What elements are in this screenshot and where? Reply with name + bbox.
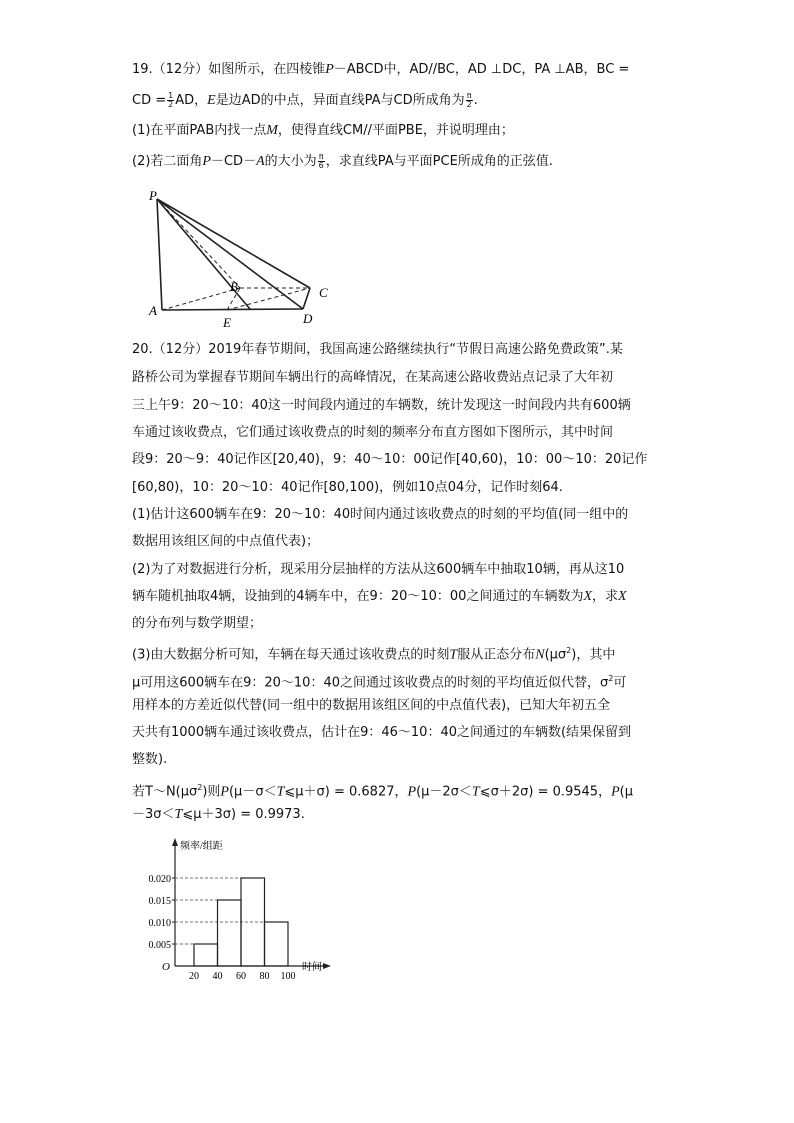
- q19-line-1: 19.（12分）如图所示，在四棱锥P－ABCD中，AD//BC，AD ⊥DC，PA ⊥AB，BC =: [132, 62, 630, 77]
- q20-line-2: 路桥公司为掌握春节期间车辆出行的高峰情况，在某高速公路收费站点记录了大年初: [132, 370, 614, 385]
- q20-line-6: [60,80)，10：20～10：40记作[80,100)，例如10点04分，记作时刻64.: [132, 480, 563, 495]
- histogram-bar-20-40: [194, 944, 218, 966]
- q20-sub3-line-2: μ可用这600辆车在9：20～10：40之间通过该收费点的时刻的平均值近似代替，$\sigma^2$可: [132, 674, 627, 691]
- q20-sub3-line-1: (3)由大数据分析可知，车辆在每天通过该收费点的时刻T服从正态分布$N(\mu\sigma^2)$，其中: [132, 646, 616, 663]
- pyramid-figure: [140, 185, 350, 335]
- q20-line-4: 车通过该收费点，它们通过该收费点的时刻的频率分布直方图如下图所示，其中时间: [132, 425, 614, 440]
- q20-sub1-line-1: (1)估计这600辆车在9：20～10：40时间内通过该收费点的时刻的平均值(同一组中的: [132, 507, 629, 522]
- q20-sub2-line-1: (2)为了对数据进行分析，现采用分层抽样的方法从这600辆车中抽取10辆，再从这10: [132, 562, 625, 577]
- x-axis-label: 时间: [302, 962, 322, 973]
- y-axis-label: 频率/组距: [180, 841, 223, 852]
- q20-formula-line-2: －3σ＜T⩽μ＋3σ) = 0.9973.: [132, 807, 305, 822]
- label-B: B: [230, 279, 238, 294]
- x-axis-arrow: [323, 963, 331, 969]
- q19-part-2: (2)若二面角P－CD－A的大小为 $\frac{\pi}{6}$ ，求直线PA与平面PCE所成角的正弦值.: [132, 152, 553, 170]
- y-tick-label-0.015: 0.015: [148, 896, 171, 907]
- fraction-pi-over-6: $\frac{\pi}{6}$: [318, 152, 324, 170]
- q20-sub3-line-4: 天共有1000辆车通过该收费点，估计在9：46～10：40之间通过的车辆数(结果保留到: [132, 725, 632, 740]
- q20-line-5: 段9：20～9：40记作区[20,40)，9：40～10：00记作[40,60)，10：00～10：20记作: [132, 452, 648, 467]
- fraction-half: $\frac{1}{2}$: [168, 91, 174, 109]
- frequency-histogram: [134, 834, 340, 984]
- y-tick-label-0.005: 0.005: [148, 940, 171, 951]
- origin-label: O: [162, 961, 170, 973]
- q20-sub2-line-3: 的分布列与数学期望；: [132, 616, 263, 631]
- label-P: P: [149, 188, 157, 203]
- x-tick-label-100: 100: [280, 971, 296, 982]
- q20-line-1: 20.（12分）2019年春节期间，我国高速公路继续执行“节假日高速公路免费政策”.某: [132, 342, 623, 357]
- q20-sub3-line-5: 整数).: [132, 752, 168, 767]
- label-E: E: [223, 315, 231, 330]
- q20-sub3-line-3: 用样本的方差近似代替(同一组中的数据用该组区间的中点值代表)，已知大年初五全: [132, 698, 611, 713]
- y-axis-arrow: [172, 838, 178, 846]
- histogram-bar-40-60: [218, 900, 242, 966]
- label-D: D: [303, 311, 313, 326]
- x-tick-label-60: 60: [236, 971, 246, 982]
- x-tick-label-40: 40: [212, 971, 223, 982]
- label-C: C: [319, 285, 328, 300]
- label-A: A: [149, 303, 157, 318]
- q20-sub1-line-2: 数据用该组区间的中点值代表)；: [132, 534, 320, 549]
- x-tick-label-20: 20: [189, 971, 199, 982]
- q20-line-3: 三上午9：20～10：40这一时间段内通过的车辆数，统计发现这一时间段内共有600辆: [132, 398, 631, 413]
- fraction-pi-over-2: $\frac{\pi}{2}$: [466, 91, 472, 109]
- q19-line-2: CD = $\frac{1}{2}$ AD，E是边AD的中点，异面直线PA与CD所成角为 $\frac{\pi}{2}$ .: [132, 91, 478, 109]
- q20-formula-line-1: 若$T\sim N(\mu\sigma^2)$则P(μ－σ＜T⩽μ＋σ) = 0.6827，P(μ－2σ＜T⩽σ＋2σ) = 0.9545，P(μ: [132, 783, 633, 800]
- q19-part-1: (1)在平面PAB内找一点M，使得直线CM//平面PBE，并说明理由；: [132, 123, 514, 138]
- y-tick-label-0.010: 0.010: [148, 918, 171, 929]
- q20-sub2-line-2: 辆车随机抽取4辆，设抽到的4辆车中，在9：20～10：00之间通过的车辆数为X，求X: [132, 589, 627, 604]
- x-tick-label-80: 80: [259, 971, 270, 982]
- histogram-bar-80-100: [265, 922, 289, 966]
- y-tick-label-0.020: 0.020: [148, 874, 171, 885]
